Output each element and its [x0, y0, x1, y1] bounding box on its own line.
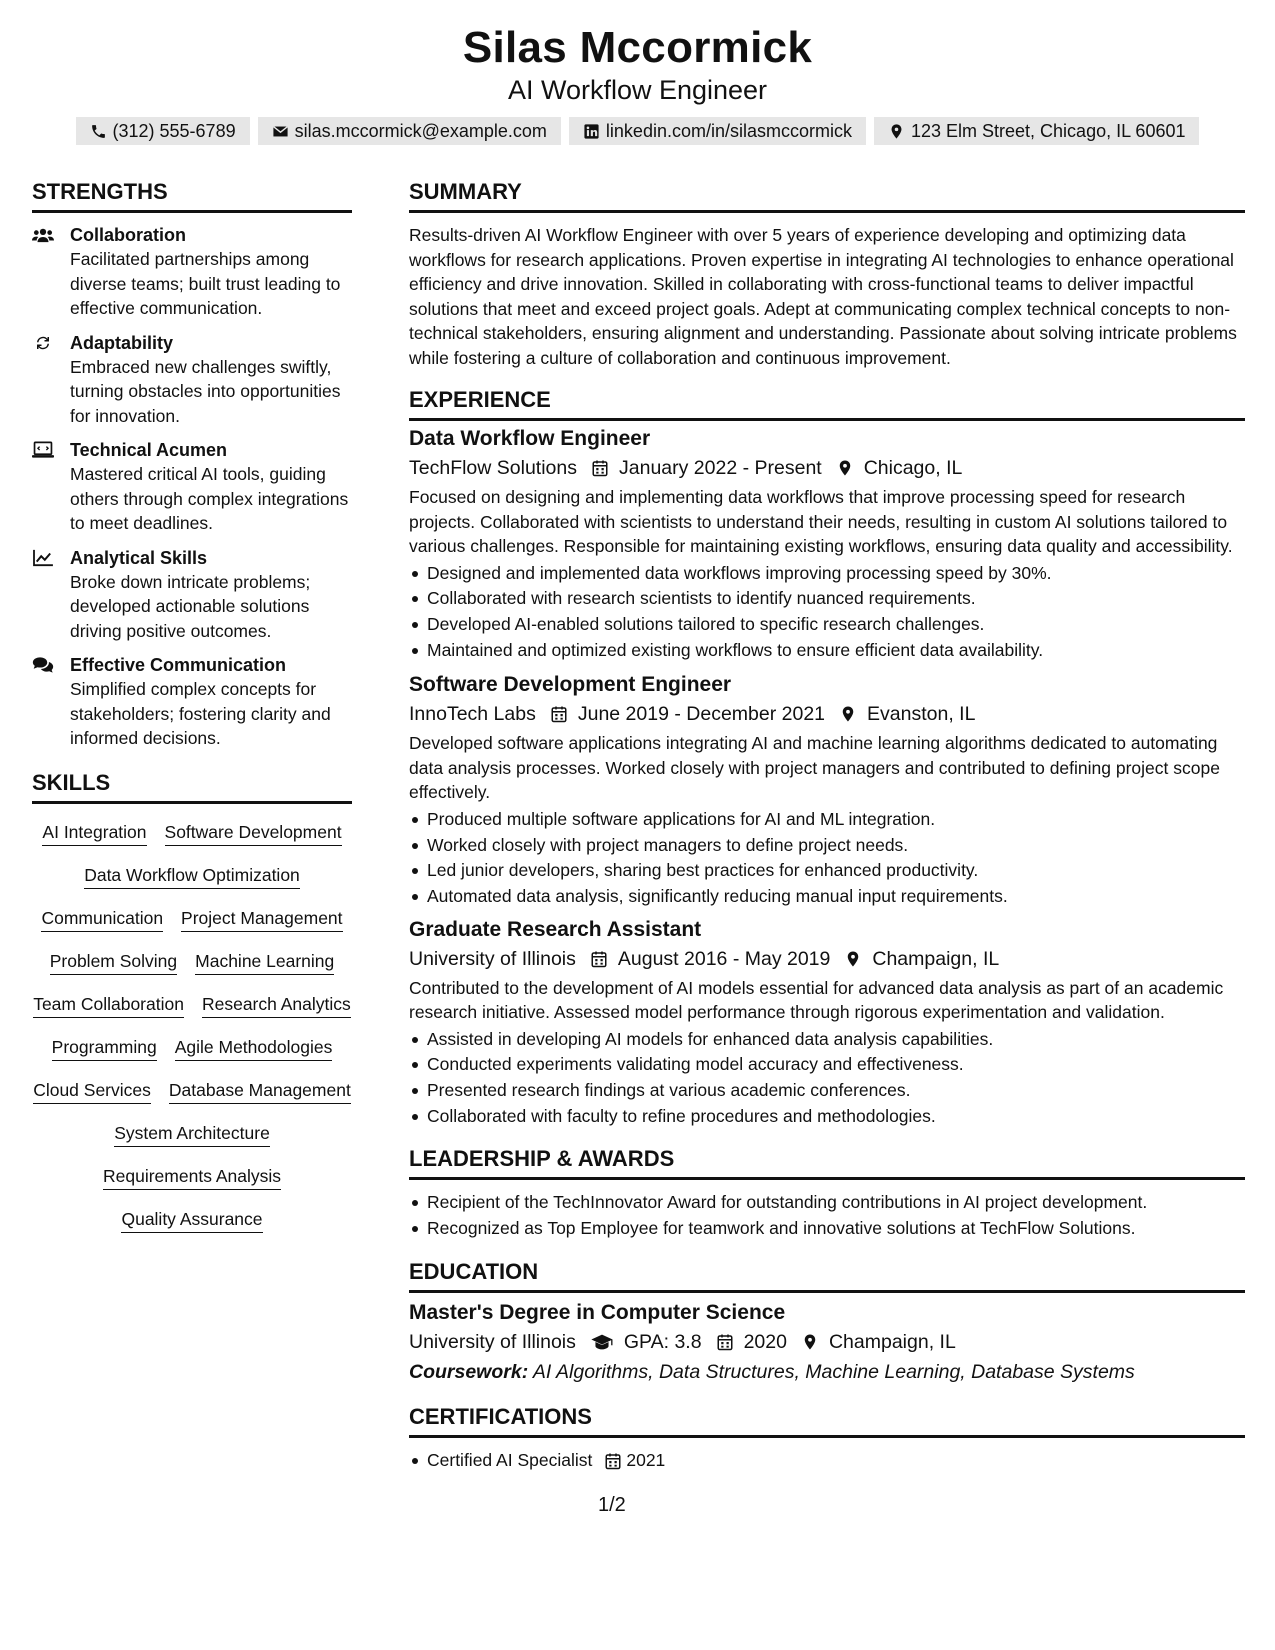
- list-item: Automated data analysis, significantly reducing manual input requirements.: [409, 884, 1245, 910]
- experience-section: [409, 386, 1245, 1129]
- job-location: Champaign, IL: [872, 947, 1000, 970]
- gpa: GPA: 3.8: [623, 1330, 702, 1353]
- map-pin-icon: [836, 459, 854, 477]
- skill-tag: Database Management: [169, 1078, 351, 1104]
- contact-email[interactable]: [258, 117, 561, 145]
- job-description: Developed software applications integrating AI and machine learning algorithms dedicated to automating data analysis processes. Worked closely with project managers and contributed to defining project scope effectively.: [409, 733, 1220, 803]
- job-company: InnoTech Labs: [409, 703, 536, 726]
- job-bullets: [409, 807, 1245, 910]
- strength-item: [32, 331, 352, 429]
- contact-address-text: 123 Elm Street, Chicago, IL 60601: [910, 121, 1186, 141]
- degree-title: Master's Degree in Computer Science: [409, 1300, 786, 1324]
- list-item: Produced multiple software applications for AI and ML integration.: [409, 807, 1245, 833]
- job-dates: August 2016 - May 2019: [617, 947, 831, 970]
- resume-header: [0, 22, 1275, 145]
- skill-tag: Problem Solving: [50, 949, 177, 975]
- calendar-icon: [591, 459, 609, 477]
- strength-desc: Broke down intricate problems; developed actionable solutions driving positive outcomes.: [70, 571, 311, 641]
- list-item: Presented research findings at various academic conferences.: [409, 1078, 1245, 1104]
- summary-text: Results-driven AI Workflow Engineer with over 5 years of experience developing and optimizing data workflows for research applications. Proven expertise in integrating AI technologies to enhance operational efficiency and drive innovation. Skilled in collaborating with cross-functional teams to deliver impactful solutions that meet and exceed project goals. Adept at communicating complex technical concepts to non-technical stakeholders, ensuring alignment and understanding. Passionate about solving intricate problems while fostering a culture of collaboration and continuous improvement.: [409, 225, 1237, 368]
- job-company: TechFlow Solutions: [409, 457, 577, 479]
- calendar-icon: [550, 705, 568, 723]
- certifications-section: [409, 1403, 1245, 1474]
- experience-heading: EXPERIENCE: [409, 386, 1245, 421]
- candidate-role: AI Workflow Engineer: [507, 75, 768, 105]
- certifications-heading: CERTIFICATIONS: [409, 1403, 1245, 1438]
- contact-phone-text: (312) 555-6789: [112, 121, 236, 141]
- strength-desc: Facilitated partnerships among diverse teams; built trust leading to effective communication.: [70, 249, 341, 318]
- strength-item: [32, 223, 352, 321]
- skill-tag: AI Integration: [42, 820, 146, 846]
- linkedin-icon: [583, 123, 600, 140]
- strength-item: [32, 653, 352, 751]
- job-meta: [409, 453, 1245, 483]
- envelope-icon: [272, 123, 289, 140]
- skill-tag: Programming: [52, 1035, 157, 1061]
- strength-desc: Embraced new challenges swiftly, turning obstacles into opportunities for innovation.: [70, 356, 341, 426]
- job-location: Chicago, IL: [863, 457, 963, 479]
- job-title: Software Development Engineer: [409, 673, 732, 697]
- job-description: Focused on designing and implementing data workflows that improve processing speed for research projects. Collaborated with scientists to understand their needs, resulting in custom AI solutions tailored to various challenges. Responsible for maintaining existing workflows, ensuring data quality and accessibility.: [409, 487, 1233, 556]
- certification-list: [409, 1448, 1245, 1474]
- school-name: University of Illinois: [409, 1330, 576, 1353]
- left-column: [32, 178, 352, 1233]
- map-pin-icon: [801, 1333, 819, 1351]
- leadership-section: [409, 1145, 1245, 1241]
- list-item: Led junior developers, sharing best practices for enhanced productivity.: [409, 858, 1245, 884]
- calendar-icon: [604, 1452, 622, 1470]
- skill-tag: Requirements Analysis: [103, 1164, 281, 1190]
- strength-item: [32, 546, 352, 644]
- graduation-cap-icon: [590, 1333, 614, 1351]
- skill-tag: Cloud Services: [33, 1078, 151, 1104]
- laptop-code-icon: [32, 441, 54, 459]
- skill-tag: Quality Assurance: [121, 1207, 262, 1233]
- skill-tag: Software Development: [165, 820, 342, 846]
- education-heading: EDUCATION: [409, 1258, 1245, 1293]
- right-column: [409, 178, 1245, 1474]
- map-pin-icon: [839, 705, 857, 723]
- contact-phone: [76, 117, 250, 145]
- skills-list: [32, 814, 352, 1233]
- coursework: [409, 1357, 1245, 1387]
- list-item: Collaborated with faculty to refine procedures and methodologies.: [409, 1104, 1245, 1130]
- job-entry: [409, 425, 1245, 663]
- strength-desc: Mastered critical AI tools, guiding others through complex integrations to meet deadlines.: [70, 464, 349, 533]
- coursework-label: Coursework:: [409, 1360, 529, 1383]
- job-location: Evanston, IL: [867, 703, 976, 726]
- coursework-list: AI Algorithms, Data Structures, Machine Learning, Database Systems: [532, 1360, 1135, 1383]
- strengths-heading: STRENGTHS: [32, 178, 352, 213]
- list-item: Worked closely with project managers to define project needs.: [409, 833, 1245, 859]
- job-entry: [409, 916, 1245, 1130]
- job-dates: January 2022 - Present: [619, 457, 822, 479]
- skill-tag: Communication: [41, 906, 163, 932]
- calendar-icon: [716, 1333, 734, 1351]
- certification-name: Certified AI Specialist: [427, 1449, 593, 1470]
- skill-tag: Research Analytics: [202, 992, 351, 1018]
- list-item: Recognized as Top Employee for teamwork and innovative solutions at TechFlow Solutions.: [409, 1216, 1245, 1242]
- job-title: Data Workflow Engineer: [409, 427, 651, 450]
- job-company: University of Illinois: [409, 947, 576, 970]
- list-item: [409, 1448, 1245, 1474]
- contact-linkedin[interactable]: [569, 117, 866, 145]
- skill-tag: Data Workflow Optimization: [84, 863, 300, 889]
- contact-address: [874, 117, 1200, 145]
- candidate-name: Silas Mccormick: [462, 23, 813, 72]
- skill-tag: Agile Methodologies: [175, 1035, 333, 1061]
- strength-title: Collaboration: [70, 225, 186, 245]
- list-item: Maintained and optimized existing workflows to ensure efficient data availability.: [409, 638, 1245, 664]
- contact-linkedin-text[interactable]: linkedin.com/in/silasmccormick: [605, 121, 852, 141]
- job-bullets: [409, 1027, 1245, 1130]
- summary-heading: SUMMARY: [409, 178, 1245, 213]
- education-section: [409, 1258, 1245, 1387]
- map-pin-icon: [888, 123, 905, 140]
- list-item: Developed AI-enabled solutions tailored to specific research challenges.: [409, 612, 1245, 638]
- users-icon: [32, 226, 54, 244]
- education-location: Champaign, IL: [828, 1330, 956, 1353]
- certification-year: 2021: [626, 1449, 666, 1470]
- page-number: 1/2: [598, 1494, 626, 1516]
- strength-title: Effective Communication: [70, 655, 287, 675]
- job-meta: [409, 699, 1245, 729]
- contact-bar: [0, 117, 1275, 145]
- skill-tag: Machine Learning: [195, 949, 334, 975]
- skill-tag: Project Management: [181, 906, 342, 932]
- list-item: Collaborated with research scientists to identify nuanced requirements.: [409, 586, 1245, 612]
- job-description: Contributed to the development of AI models essential for advanced data analysis as part of an academic research initiative. Assessed model performance through rigorous experimentation and validation.: [409, 977, 1224, 1023]
- list-item: Recipient of the TechInnovator Award for outstanding contributions in AI project development.: [409, 1190, 1245, 1216]
- graduation-year: 2020: [743, 1330, 787, 1353]
- list-item: Designed and implemented data workflows improving processing speed by 30%.: [409, 561, 1245, 587]
- chart-line-icon: [32, 549, 54, 567]
- skill-tag: Team Collaboration: [33, 992, 184, 1018]
- job-dates: June 2019 - December 2021: [577, 703, 826, 726]
- calendar-icon: [590, 950, 608, 968]
- map-pin-icon: [844, 950, 862, 968]
- job-meta: [409, 944, 1245, 974]
- list-item: Conducted experiments validating model accuracy and effectiveness.: [409, 1052, 1245, 1078]
- phone-icon: [90, 123, 107, 140]
- comments-icon: [32, 656, 54, 674]
- education-meta: [409, 1327, 1245, 1357]
- skill-tag: System Architecture: [114, 1121, 270, 1147]
- strength-item: [32, 438, 352, 536]
- list-item: Assisted in developing AI models for enhanced data analysis capabilities.: [409, 1027, 1245, 1053]
- job-bullets: [409, 561, 1245, 664]
- job-title: Graduate Research Assistant: [409, 917, 702, 941]
- job-entry: [409, 671, 1245, 909]
- leadership-bullets: [409, 1190, 1245, 1241]
- contact-email-text[interactable]: silas.mccormick@example.com: [294, 121, 547, 141]
- strength-title: Adaptability: [70, 332, 174, 353]
- leadership-heading: LEADERSHIP & AWARDS: [409, 1145, 1245, 1180]
- skills-heading: SKILLS: [32, 769, 352, 804]
- sync-icon: [32, 334, 54, 352]
- strength-desc: Simplified complex concepts for stakeholders; fostering clarity and informed decisions.: [70, 679, 331, 748]
- strength-title: Analytical Skills: [70, 547, 208, 568]
- strength-title: Technical Acumen: [70, 440, 228, 460]
